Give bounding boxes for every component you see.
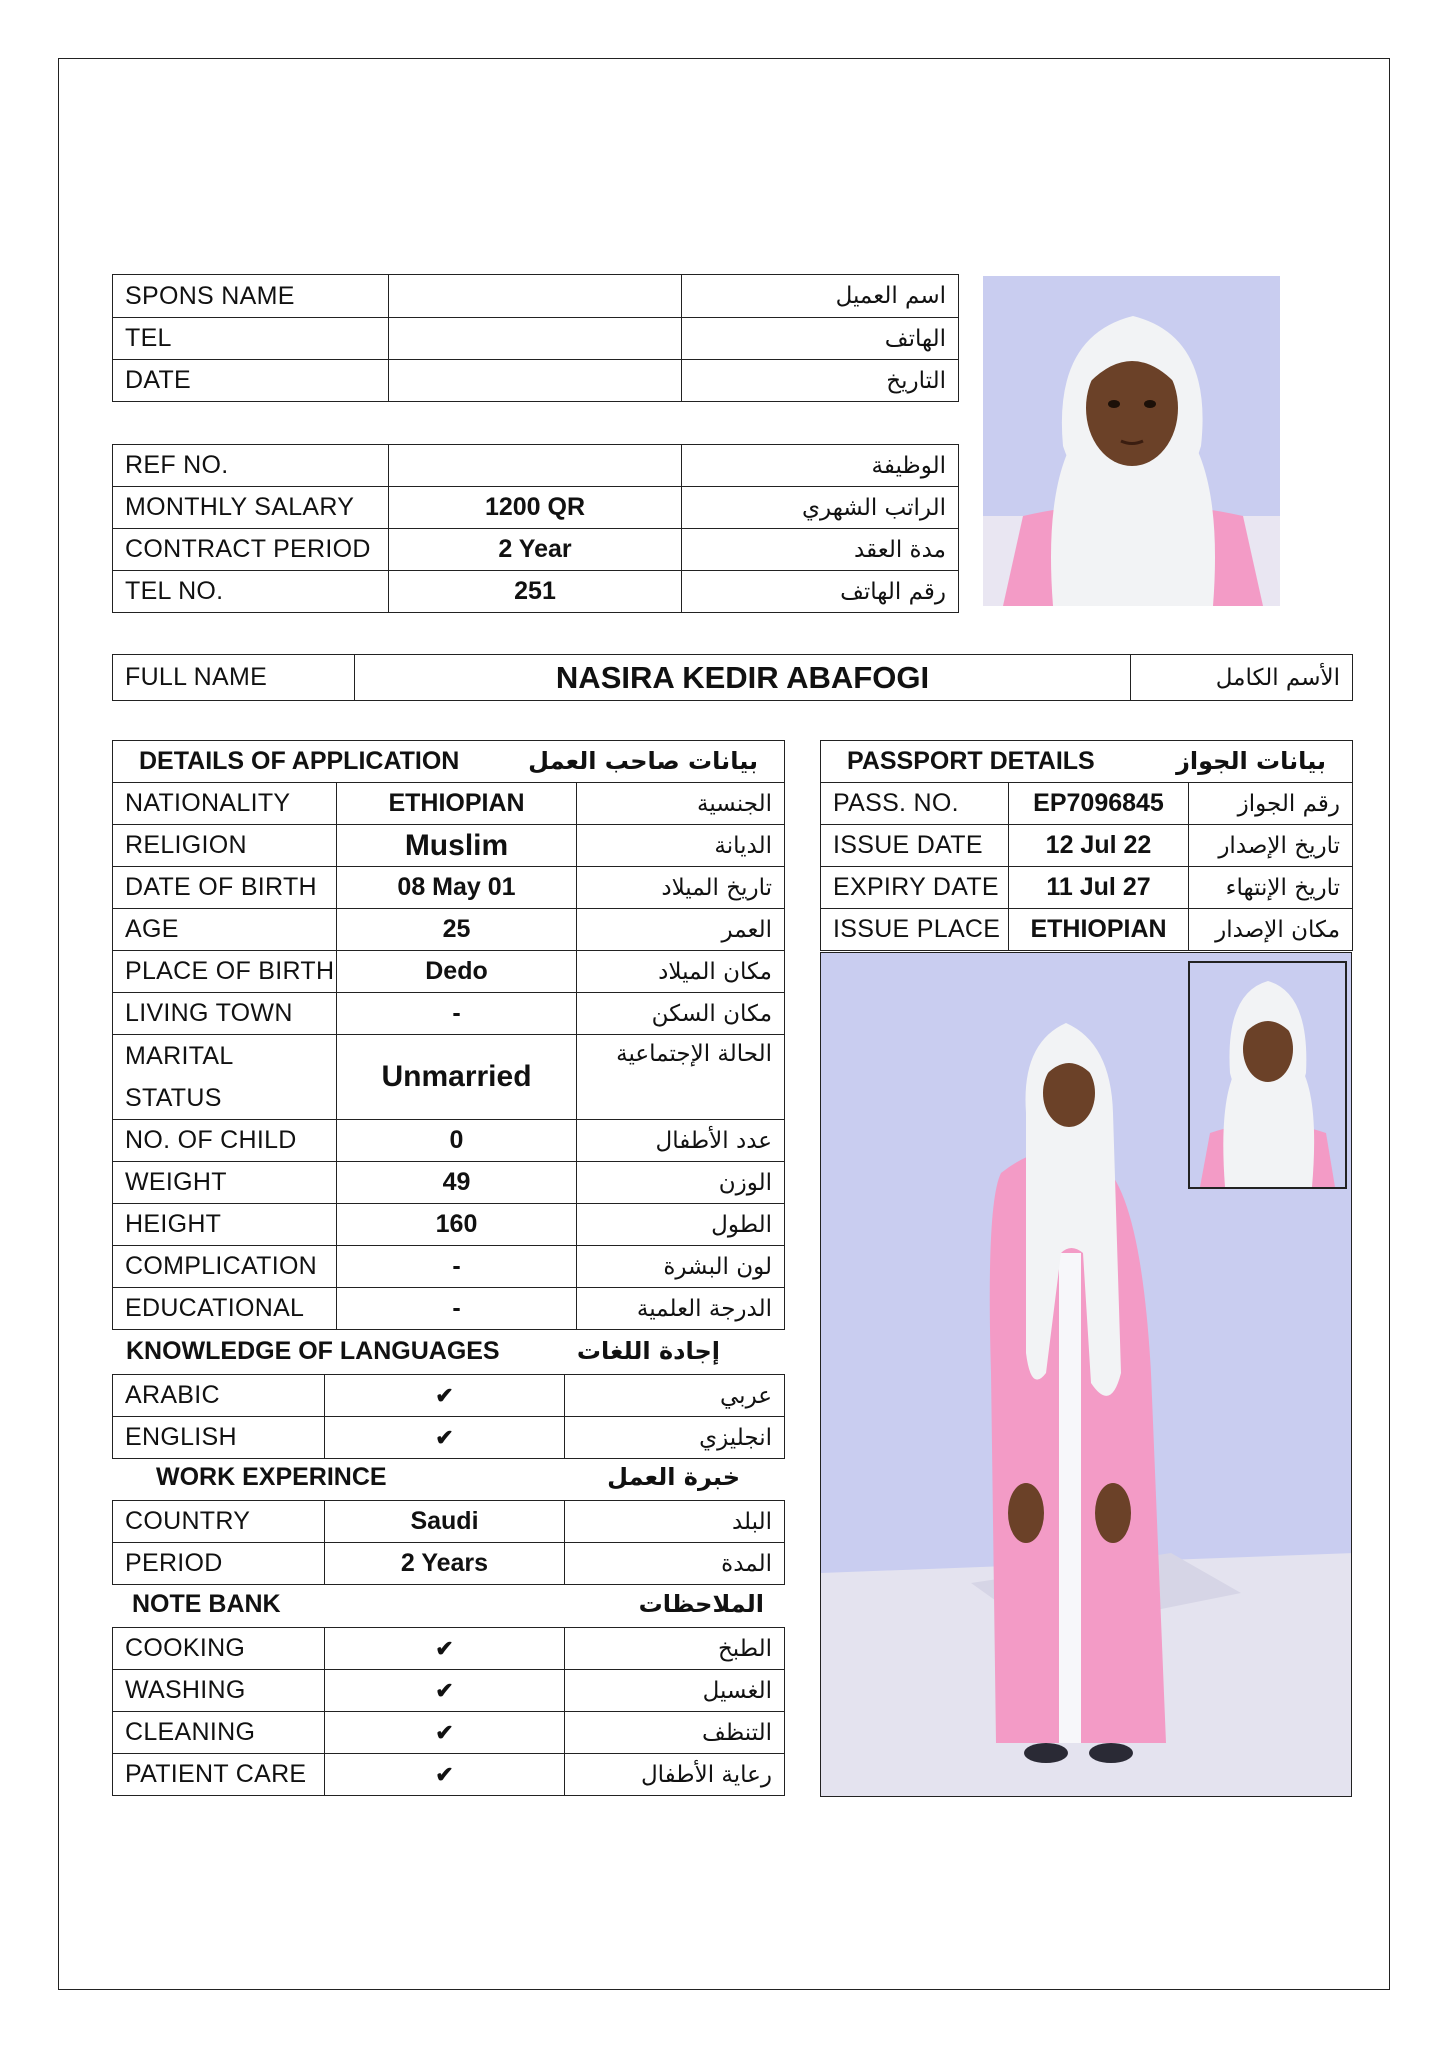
full-body-photo [820,952,1352,1797]
patient-care-ar: رعاية الأطفال [565,1754,785,1796]
notes-title: NOTE BANK [132,1590,281,1618]
table-row [113,909,785,951]
contract-label: CONTRACT PERIOD [113,529,389,571]
educational-value: - [337,1288,577,1330]
table-row [113,1162,785,1204]
pass-no-label: PASS. NO. [821,783,1009,825]
table-row [113,783,785,825]
issue-place-value: ETHIOPIAN [1009,909,1189,951]
application-header [113,741,785,783]
date-label: DATE [113,360,389,402]
expiry-date-label: EXPIRY DATE [821,867,1009,909]
passport-header [821,741,1353,783]
washing-label: WASHING [113,1670,325,1712]
arabic-check-icon: ✔ [325,1375,565,1417]
application-table [112,740,785,1330]
table-row [113,741,785,783]
languages-title-ar: إجادة اللغات [576,1337,720,1365]
work-title: WORK EXPERINCE [156,1463,387,1491]
full-name-label: FULL NAME [113,655,355,701]
table-row [113,1417,785,1459]
work-table [112,1500,785,1585]
dob-value: 08 May 01 [337,867,577,909]
table-row [113,360,959,402]
weight-ar: الوزن [577,1162,785,1204]
application-title: DETAILS OF APPLICATION [139,747,460,775]
table-row [821,825,1353,867]
table-row [821,783,1353,825]
period-ar: المدة [565,1543,785,1585]
table-row [113,655,1353,701]
passport-table [820,740,1353,951]
cleaning-check-icon: ✔ [325,1712,565,1754]
children-ar: عدد الأطفال [577,1120,785,1162]
age-value: 25 [337,909,577,951]
religion-label: RELIGION [113,825,337,867]
application-title-ar: بيانات صاحب العمل [528,747,759,775]
weight-value: 49 [337,1162,577,1204]
issue-date-ar: تاريخ الإصدار [1189,825,1353,867]
issue-date-label: ISSUE DATE [821,825,1009,867]
issue-place-label: ISSUE PLACE [821,909,1009,951]
portrait-photo [983,276,1280,606]
date-field[interactable] [389,360,682,402]
arabic-label: ARABIC [113,1375,325,1417]
english-label: ENGLISH [113,1417,325,1459]
complication-value: - [337,1246,577,1288]
table-row [113,1543,785,1585]
table-row [113,1628,785,1670]
cooking-label: COOKING [113,1628,325,1670]
table-row [113,571,959,613]
issue-date-value: 12 Jul 22 [1009,825,1189,867]
nationality-ar: الجنسية [577,783,785,825]
place-of-birth-ar: مكان الميلاد [577,951,785,993]
table-row [821,909,1353,951]
living-town-ar: مكان السكن [577,993,785,1035]
age-label: AGE [113,909,337,951]
sponsor-name-ar: اسم العميل [682,275,959,318]
living-town-label: LIVING TOWN [113,993,337,1035]
languages-table [112,1374,785,1459]
marital-label-line2: STATUS [125,1084,222,1112]
complication-label: COMPLICATION [113,1246,337,1288]
table-row [113,1288,785,1330]
sponsor-table [112,274,959,402]
table-row [113,1754,785,1796]
table-row [113,445,959,487]
period-label: PERIOD [113,1543,325,1585]
tel-label: TEL [113,318,389,360]
marital-status-value: Unmarried [337,1035,577,1120]
cooking-ar: الطبخ [565,1628,785,1670]
notes-title-ar: الملاحظات [638,1590,764,1618]
marital-label-line1: MARITAL [125,1042,234,1070]
table-row [113,1501,785,1543]
table-row [113,1204,785,1246]
salary-ar: الراتب الشهري [682,487,959,529]
cleaning-label: CLEANING [113,1712,325,1754]
place-of-birth-value: Dedo [337,951,577,993]
marital-status-label [113,1035,337,1120]
children-value: 0 [337,1120,577,1162]
salary-value: 1200 QR [389,487,682,529]
table-row [113,1375,785,1417]
contract-ar: مدة العقد [682,529,959,571]
educational-label: EDUCATIONAL [113,1288,337,1330]
sponsor-name-field[interactable] [389,275,682,318]
period-value: 2 Years [325,1543,565,1585]
job-table [112,444,959,613]
english-ar: انجليزي [565,1417,785,1459]
height-value: 160 [337,1204,577,1246]
country-label: COUNTRY [113,1501,325,1543]
date-ar: التاريخ [682,360,959,402]
full-name-table [112,654,1353,701]
tel-no-value: 251 [389,571,682,613]
full-name-ar: الأسم الكامل [1131,655,1353,701]
place-of-birth-label: PLACE OF BIRTH [113,951,337,993]
dob-label: DATE OF BIRTH [113,867,337,909]
table-row [821,867,1353,909]
passport-title-ar: بيانات الجواز [1176,747,1327,775]
patient-care-check-icon: ✔ [325,1754,565,1796]
work-title-ar: خبرة العمل [607,1463,740,1491]
english-check-icon: ✔ [325,1417,565,1459]
religion-ar: الديانة [577,825,785,867]
table-row [113,318,959,360]
cooking-check-icon: ✔ [325,1628,565,1670]
salary-label: MONTHLY SALARY [113,487,389,529]
tel-no-ar: رقم الهاتف [682,571,959,613]
weight-label: WEIGHT [113,1162,337,1204]
table-row [113,487,959,529]
age-ar: العمر [577,909,785,951]
ref-no-label: REF NO. [113,445,389,487]
nationality-label: NATIONALITY [113,783,337,825]
contract-value: 2 Year [389,529,682,571]
inset-portrait-photo [1188,961,1347,1189]
table-row [113,951,785,993]
sponsor-name-label: SPONS NAME [113,275,389,318]
table-row [113,529,959,571]
children-label: NO. OF CHILD [113,1120,337,1162]
expiry-date-ar: تاريخ الإنتهاء [1189,867,1353,909]
cleaning-ar: التنظف [565,1712,785,1754]
tel-field[interactable] [389,318,682,360]
height-label: HEIGHT [113,1204,337,1246]
expiry-date-value: 11 Jul 27 [1009,867,1189,909]
arabic-ar: عربي [565,1375,785,1417]
table-row [113,993,785,1035]
pass-no-value: EP7096845 [1009,783,1189,825]
tel-no-label: TEL NO. [113,571,389,613]
table-row [113,1670,785,1712]
ref-no-ar: الوظيفة [682,445,959,487]
languages-title: KNOWLEDGE OF LANGUAGES [126,1337,500,1365]
table-row [113,1712,785,1754]
full-name-value: NASIRA KEDIR ABAFOGI [355,655,1131,701]
educational-ar: الدرجة العلمية [577,1288,785,1330]
country-value: Saudi [325,1501,565,1543]
ref-no-value [389,445,682,487]
passport-title: PASSPORT DETAILS [847,747,1095,775]
complication-ar: لون البشرة [577,1246,785,1288]
height-ar: الطول [577,1204,785,1246]
marital-status-ar: الحالة الإجتماعية [577,1035,785,1120]
washing-ar: الغسيل [565,1670,785,1712]
country-ar: البلد [565,1501,785,1543]
dob-ar: تاريخ الميلاد [577,867,785,909]
table-row [113,1246,785,1288]
table-row [113,275,959,318]
table-row [821,741,1353,783]
table-row [113,825,785,867]
issue-place-ar: مكان الإصدار [1189,909,1353,951]
patient-care-label: PATIENT CARE [113,1754,325,1796]
notes-table [112,1627,785,1796]
washing-check-icon: ✔ [325,1670,565,1712]
tel-ar: الهاتف [682,318,959,360]
living-town-value: - [337,993,577,1035]
table-row [113,867,785,909]
table-row [113,1035,785,1120]
table-row [113,1120,785,1162]
religion-value: Muslim [337,825,577,867]
pass-no-ar: رقم الجواز [1189,783,1353,825]
nationality-value: ETHIOPIAN [337,783,577,825]
